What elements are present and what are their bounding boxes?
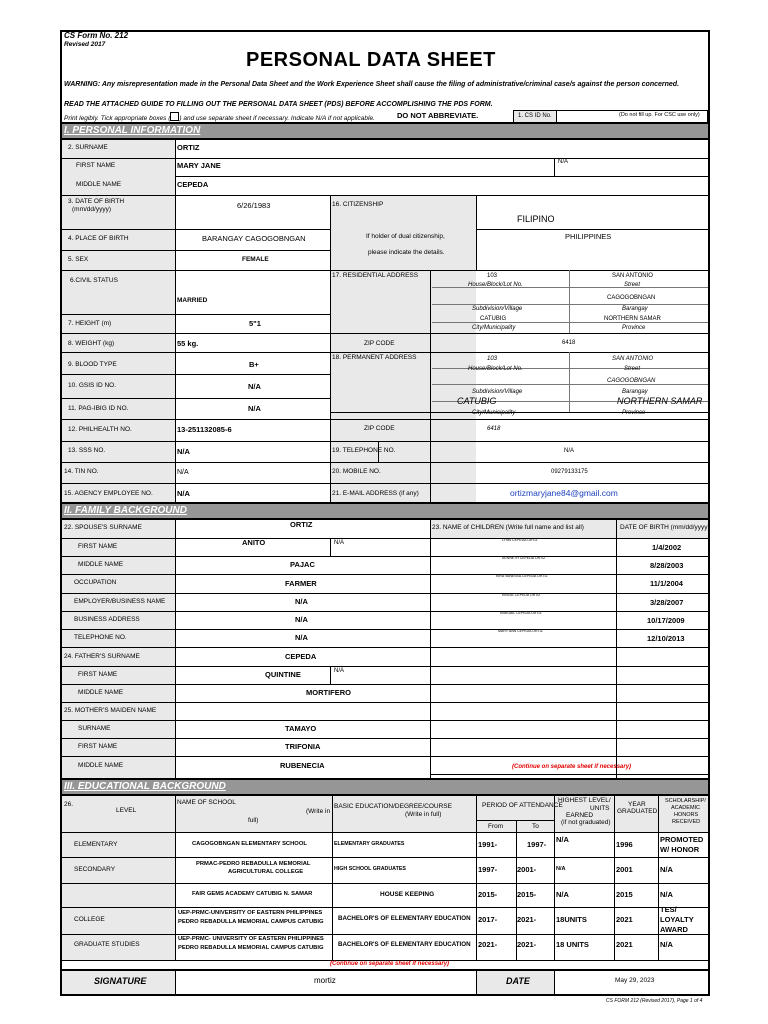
res-city-value: CATUBIG <box>480 316 507 322</box>
attendance-from: 1997- <box>478 865 498 874</box>
school-header-2: (Write in <box>306 808 331 815</box>
spouse-telephone-label: TELEPHONE NO. <box>74 634 127 641</box>
res-zip-label: ZIP CODE <box>364 340 395 347</box>
child-dob: 8/28/2003 <box>650 561 684 570</box>
res-city-caption: City/Municipality <box>472 325 516 331</box>
school-header-3: full) <box>248 817 259 824</box>
school-name-2: PEDRO REBADULLA MEMORIAL CAMPUS CATUBIG <box>178 919 324 925</box>
school-name: PRMAC-PEDRO REBADULLA MEMORIAL <box>196 861 311 867</box>
revised-label: Revised 2017 <box>64 41 106 48</box>
middle-name-value: CEPEDA <box>177 180 209 189</box>
perm-city-value: CATUBIG <box>457 396 497 406</box>
honors: N/A <box>660 890 673 899</box>
place-of-birth-value: BARANGAY CAGOGOBNGAN <box>202 234 306 243</box>
res-barangay-caption: Barangay <box>622 306 648 312</box>
perm-zip-label: ZIP CODE <box>364 425 395 432</box>
middle-name-label: MIDDLE NAME <box>76 181 122 188</box>
cs-id-label: 1. CS ID No. <box>518 113 552 119</box>
attendance-to: 2021- <box>517 915 537 924</box>
education-num: 26. <box>64 801 74 808</box>
education-level: COLLEGE <box>74 916 105 923</box>
year-graduated: 2001 <box>616 865 633 874</box>
year-graduated: 1996 <box>616 840 633 849</box>
perm-zip-value: 6418 <box>487 426 501 432</box>
year-graduated-header-2: GRADUATED <box>617 808 658 815</box>
child-dob: 12/10/2013 <box>647 634 685 643</box>
perm-street-caption: Street <box>624 366 641 372</box>
spouse-surname-label: 22. SPOUSE'S SURNAME <box>64 524 142 531</box>
mother-first-name-value: TRIFONIA <box>285 742 321 751</box>
from-header: From <box>488 823 504 830</box>
mother-middle-name-value: RUBENECIA <box>280 761 325 770</box>
to-header: To <box>532 823 539 830</box>
father-extension-value: N/A <box>334 668 345 674</box>
school-name: FAIR GEMS ACADEMY CATUBIG N. SAMAR <box>192 891 313 897</box>
res-house-value: 103 <box>487 273 498 279</box>
res-province-value: NORTHERN SAMAR <box>604 316 661 322</box>
level-header: LEVEL <box>116 807 137 814</box>
signature-value[interactable]: mortiz <box>314 976 336 985</box>
course-name: BACHELOR'S OF ELEMENTARY EDUCATION <box>338 941 471 948</box>
honors: N/A <box>660 865 673 874</box>
honors-3: AWARD <box>660 925 688 934</box>
honors-header-2: ACADEMIC <box>671 805 701 811</box>
spouse-first-name-value: ANITO <box>242 538 266 547</box>
dual-citizenship-note-2: please indicate the details. <box>368 249 445 256</box>
child-name: MARY ANN CEPEDA ORTIZ <box>498 629 543 633</box>
date-value[interactable]: May 29, 2023 <box>615 977 655 984</box>
honors-header-3: HONORS <box>674 812 699 818</box>
highest-level: N/A <box>556 866 566 872</box>
telephone-value: N/A <box>564 448 575 454</box>
child-name: LYNN CEPEDA ORTIZ <box>502 538 538 542</box>
honors-header: SCHOLARSHIP/ <box>665 798 706 804</box>
weight-label: 8. WEIGHT (kg) <box>68 340 115 347</box>
business-address-value: N/A <box>295 615 308 624</box>
father-middle-name-label: MIDDLE NAME <box>78 689 124 696</box>
attendance-to: 1997- <box>527 840 547 849</box>
dual-citizenship-note: If holder of dual citizenship, <box>366 233 445 240</box>
highest-level-header-4: (if not graduated) <box>561 819 611 826</box>
height-label: 7. HEIGHT (m) <box>68 320 112 327</box>
children-dob-label: DATE OF BIRTH (mm/dd/yyyy) <box>620 524 710 531</box>
sss-value: N/A <box>177 447 190 456</box>
res-province-caption: Province <box>622 325 646 331</box>
child-dob: 1/4/2002 <box>652 543 682 552</box>
year-graduated: 2021 <box>616 915 633 924</box>
school-name: CAGOGOBNGAN ELEMENTARY SCHOOL <box>192 841 307 847</box>
section-education-title: III. EDUCATIONAL BACKGROUND <box>64 781 226 792</box>
family-continue-note: (Continue on separate sheet if necessary) <box>512 764 632 770</box>
attendance-from: 2015- <box>478 890 498 899</box>
mother-maiden-label: 25. MOTHER'S MAIDEN NAME <box>64 707 157 714</box>
school-name: UEP-PRMC-UNIVERSITY OF EASTERN PHILIPPINES <box>178 910 323 916</box>
date-label: DATE <box>506 976 530 986</box>
spouse-middle-name-label: MIDDLE NAME <box>78 561 124 568</box>
spouse-surname-value: ORTIZ <box>290 520 313 529</box>
height-value: 5"1 <box>249 319 261 328</box>
period-header: PERIOD OF ATTENDANCE <box>482 802 563 809</box>
child-dob: 11/1/2004 <box>650 579 683 588</box>
sex-label: 5. SEX <box>68 256 89 263</box>
agency-employee-label: 15. AGENCY EMPLOYEE NO. <box>64 490 153 497</box>
father-first-name-value: QUINTINE <box>265 670 301 679</box>
philhealth-label: 12. PHILHEALTH NO. <box>68 426 132 433</box>
honors-header-4: RECEIVED <box>672 819 701 825</box>
highest-level-header: HIGHEST LEVEL/ <box>558 797 611 804</box>
residential-address-label: 17. RESIDENTIAL ADDRESS <box>332 272 419 279</box>
highest-level: 18 UNITS <box>556 940 589 949</box>
honors-2: W/ HONOR <box>660 845 700 854</box>
spouse-first-name-label: FIRST NAME <box>78 543 118 550</box>
occupation-value: FARMER <box>285 579 317 588</box>
page-title: PERSONAL DATA SHEET <box>246 49 496 71</box>
mother-surname-label: SURNAME <box>78 725 111 732</box>
highest-level: 18UNITS <box>556 915 587 924</box>
mother-surname-value: TAMAYO <box>285 724 317 733</box>
place-of-birth-label: 4. PLACE OF BIRTH <box>68 235 129 242</box>
gsis-value: N/A <box>248 382 261 391</box>
attendance-from: 2021- <box>478 940 498 949</box>
school-name-2: AGRICULTURAL COLLEGE <box>228 869 304 875</box>
section-education-header <box>62 778 708 796</box>
philhealth-value: 13-251132085-6 <box>177 425 232 434</box>
citizenship-label: 16. CITIZENSHIP <box>332 201 384 208</box>
year-graduated-header: YEAR <box>628 801 646 808</box>
education-level: ELEMENTARY <box>74 841 118 848</box>
form-number: CS Form No. 212 <box>64 31 129 40</box>
country-value: PHILIPPINES <box>565 232 612 241</box>
highest-level-header-2: UNITS <box>590 805 610 812</box>
highest-level: N/A <box>556 890 569 899</box>
perm-subdivision-caption: Subdivision/Village <box>472 389 523 395</box>
child-dob: 10/17/2009 <box>647 616 685 625</box>
honors: TES/ <box>660 905 677 914</box>
course-name: HIGH SCHOOL GRADUATES <box>334 866 406 872</box>
employer-label: EMPLOYER/BUSINESS NAME <box>74 598 166 605</box>
honors-2: LOYALTY <box>660 915 694 924</box>
education-header-bg <box>62 796 708 832</box>
res-subdivision-caption: Subdivision/Village <box>472 306 523 312</box>
father-middle-name-value: MORTIFERO <box>306 688 351 697</box>
cs-id-note: (Do not fill up. For CSC use only) <box>619 112 700 118</box>
education-level: SECONDARY <box>74 866 116 873</box>
attendance-to: 2015- <box>517 890 537 899</box>
attendance-from: 1991- <box>478 840 498 849</box>
first-name-value: MARY JANE <box>177 161 221 170</box>
perm-street-value: SAN ANTONIO <box>612 356 654 362</box>
mother-first-name-label: FIRST NAME <box>78 743 118 750</box>
dob-label: 3. DATE OF BIRTH <box>68 198 125 205</box>
father-first-name-label: FIRST NAME <box>78 671 118 678</box>
civil-status-label: 6.CIVIL STATUS <box>70 277 118 284</box>
education-level: GRADUATE STUDIES <box>74 941 140 948</box>
agency-employee-value: N/A <box>177 489 190 498</box>
year-graduated: 2015 <box>616 890 633 899</box>
father-surname-value: CEPEDA <box>285 652 317 661</box>
perm-province-value: NORTHERN SAMAR <box>617 396 703 406</box>
dob-format-label: (mm/dd/yyyy) <box>72 206 111 213</box>
blood-type-value: B+ <box>249 360 259 369</box>
perm-barangay-value: CAGOGOBNGAN <box>607 378 656 384</box>
course-header-2: (Write in full) <box>405 811 442 818</box>
read-guide-text: READ THE ATTACHED GUIDE TO FILLING OUT THE PERSONAL DATA SHEET (PDS) BEFORE ACCOMPLISHING THE PDS FORM. <box>64 101 493 108</box>
pagibig-label: 11. PAG-IBIG ID NO. <box>68 405 129 412</box>
school-header: NAME OF SCHOOL <box>177 799 236 806</box>
mobile-value: 09279133175 <box>551 469 588 475</box>
gsis-label: 10. GSIS ID NO. <box>68 382 117 389</box>
print-legibly-b: ) and use separate sheet if necessary. Indicate N/A if not applicable. <box>179 115 375 122</box>
child-name: KINGIE CEPEDA ORTIZ <box>502 593 541 597</box>
surname-value: ORTIZ <box>177 143 200 152</box>
school-name: UEP-PRMC- UNIVERSITY OF EASTERN PHILIPPINES <box>178 936 324 942</box>
perm-house-value: 103 <box>487 356 498 362</box>
child-name: KIRA VANESSA CEPEDA ORTIZ <box>496 574 548 578</box>
res-zip-value: 6418 <box>562 340 576 346</box>
section-personal-header <box>62 122 708 140</box>
first-name-label: FIRST NAME <box>76 162 116 169</box>
section-family-title: II. FAMILY BACKGROUND <box>64 505 187 516</box>
honors: N/A <box>660 940 673 949</box>
warning-text: WARNING: Any misrepresentation made in the Personal Data Sheet and the Work Experience Sheet shall cause the filing of administrative/criminal case/s against the person concerned. <box>64 81 680 88</box>
education-continue-note: (Continue on separate sheet if necessary) <box>330 961 450 967</box>
course-header: BASIC EDUCATION/DEGREE/COURSE <box>334 803 452 810</box>
name-extension-value: N/A <box>558 159 569 165</box>
res-house-caption: House/Block/Lot No. <box>468 282 523 288</box>
section-family-header <box>62 502 708 520</box>
civil-status-value: MARRIED <box>177 297 208 304</box>
child-dob: 3/28/2007 <box>650 598 684 607</box>
attendance-to: 2001- <box>517 865 537 874</box>
course-name: ELEMENTARY GRADUATES <box>334 841 405 847</box>
res-street-value: SAN ANTONIO <box>612 273 653 279</box>
employer-value: N/A <box>295 597 308 606</box>
blood-type-label: 9. BLOOD TYPE <box>68 361 117 368</box>
spouse-middle-name-value: PAJAC <box>290 560 315 569</box>
mobile-label: 20. MOBILE NO. <box>332 468 381 475</box>
tin-label: 14. TIN NO. <box>64 468 99 475</box>
permanent-address-label: 18. PERMANENT ADDRESS <box>332 354 417 361</box>
attendance-to: 2021- <box>517 940 537 949</box>
year-graduated: 2021 <box>616 940 633 949</box>
spouse-extension-value: N/A <box>334 540 345 546</box>
print-legibly-text <box>64 112 375 123</box>
pagibig-value: N/A <box>248 404 261 413</box>
sex-value: FEMALE <box>242 256 269 263</box>
child-name: KENNETH CEPEDA ORTIZ <box>502 556 546 560</box>
mother-middle-name-label: MIDDLE NAME <box>78 762 124 769</box>
highest-level: N/A <box>556 835 569 844</box>
email-label: 21. E-MAIL ADDRESS (if any) <box>332 490 419 497</box>
course-name: HOUSE KEEPING <box>380 891 435 898</box>
child-name: KIMIGAIL CEPEDA ORTIZ <box>500 611 542 615</box>
sss-label: 13. SSS NO. <box>68 447 106 454</box>
highest-level-header-3: EARNED <box>566 812 594 819</box>
weight-value: 55 kg. <box>177 339 199 348</box>
dob-value: 6/26/1983 <box>237 201 271 210</box>
res-street-caption: Street <box>624 282 641 288</box>
honors: PROMOTED <box>660 835 704 844</box>
section-personal-title: I. PERSONAL INFORMATION <box>64 125 201 136</box>
perm-city-caption: City/Municipality <box>472 410 516 416</box>
personal-data-sheet <box>60 30 710 996</box>
print-legibly-a: Print legibly. Tick appropriate boxes ( <box>64 115 171 122</box>
father-surname-label: 24. FATHER'S SURNAME <box>64 653 140 660</box>
email-value[interactable]: ortizmaryjane84@gmail.com <box>510 488 618 498</box>
perm-house-caption: House/Block/Lot No. <box>468 366 523 372</box>
course-name: BACHELOR'S OF ELEMENTARY EDUCATION <box>338 915 471 922</box>
children-label: 23. NAME of CHILDREN (Write full name and list all) <box>432 524 584 531</box>
spouse-telephone-value: N/A <box>295 633 308 642</box>
perm-province-caption: Province <box>622 410 646 416</box>
perm-barangay-caption: Barangay <box>622 389 648 395</box>
signature-label: SIGNATURE <box>94 976 147 986</box>
res-barangay-value: CAGOGOBNGAN <box>607 295 656 301</box>
attendance-from: 2017- <box>478 915 498 924</box>
tin-value: N/A <box>177 469 189 476</box>
school-name-2: PEDRO REBADULLA MEMORIAL CAMPUS CATUBIG <box>178 945 324 951</box>
page-footer-note: CS FORM 212 (Revised 2017), Page 1 of 4 <box>606 998 703 1004</box>
citizenship-value: FILIPINO <box>517 214 555 224</box>
surname-label: 2. SURNAME <box>68 144 108 151</box>
telephone-label: 19. TELEPHONE NO. <box>332 447 396 454</box>
business-address-label: BUSINESS ADDRESS <box>74 616 140 623</box>
occupation-label: OCCUPATION <box>74 579 117 586</box>
do-not-abbreviate: DO NOT ABBREVIATE. <box>397 111 479 120</box>
